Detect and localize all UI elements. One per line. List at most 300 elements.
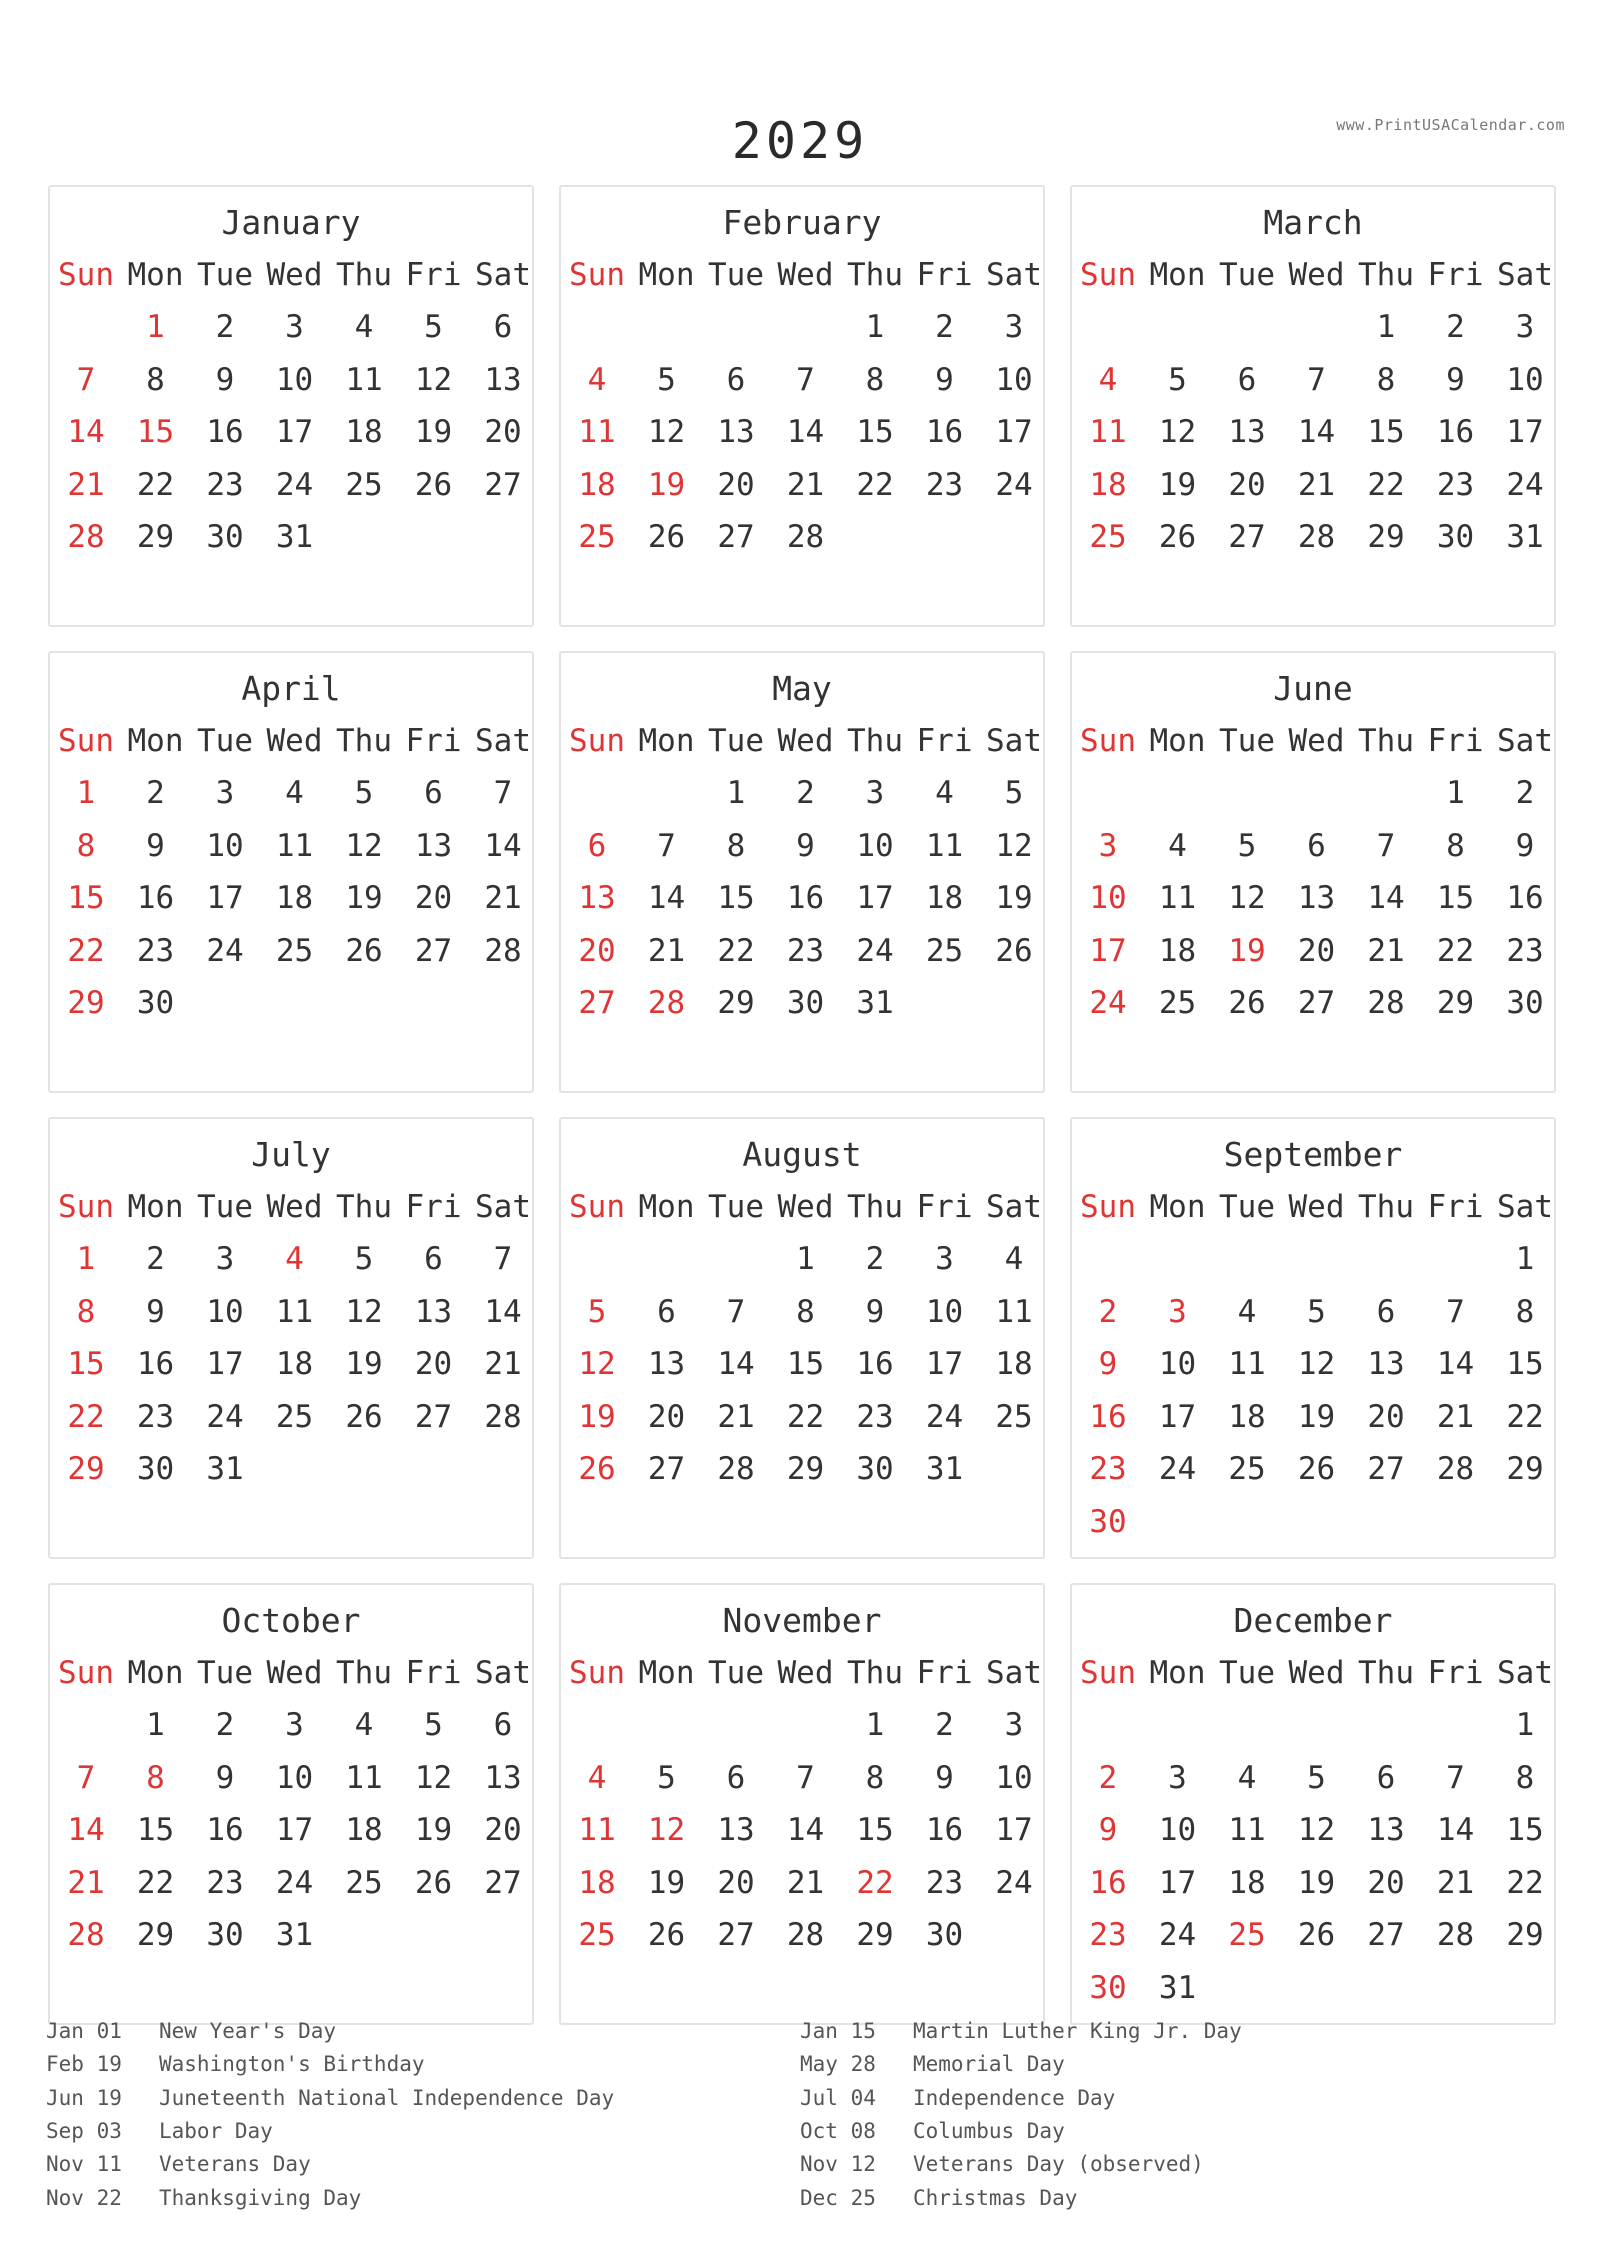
day-cell: 11 — [1158, 880, 1197, 916]
weekday-header: Mon — [127, 1189, 184, 1225]
day-cell: 14 — [67, 1812, 105, 1848]
month-name: December — [1233, 1601, 1393, 1640]
day-cell: 25 — [275, 932, 314, 969]
weekday-header: Wed — [777, 723, 834, 759]
day-cell: 22 — [1506, 1398, 1544, 1435]
day-cell: 9 — [796, 827, 815, 864]
holiday-entry — [46, 2083, 614, 2113]
day-cell: 11 — [345, 1759, 383, 1796]
day-cell: 9 — [935, 361, 954, 398]
weekday-header: Thu — [847, 723, 903, 759]
day-cell: 9 — [1515, 827, 1535, 864]
day-cell: 20 — [484, 1812, 522, 1848]
day-cell: 23 — [1506, 932, 1544, 969]
weekday-header: Sat — [986, 257, 1042, 293]
day-cell: 19 — [414, 1812, 453, 1848]
day-cell: 10 — [995, 1759, 1033, 1796]
day-cell: 13 — [1367, 1346, 1405, 1382]
weekday-header: Wed — [1288, 1189, 1345, 1225]
day-cell: 1 — [1515, 1241, 1535, 1277]
weekday-header: Fri — [1427, 257, 1484, 293]
day-cell: 3 — [215, 1241, 235, 1277]
day-cell: 11 — [275, 1293, 314, 1330]
day-cell: 5 — [1004, 775, 1024, 811]
holiday-day: 4 — [285, 1241, 304, 1277]
month-december — [1070, 1583, 1556, 2025]
day-cell: 5 — [657, 361, 676, 398]
holiday-date: Jan 01 — [46, 2019, 122, 2043]
weekday-header: Sun — [58, 723, 114, 759]
day-cell: 3 — [1004, 1707, 1024, 1743]
day-cell: 10 — [206, 1293, 244, 1330]
day-cell: 19 — [578, 1398, 616, 1435]
months-grid — [48, 185, 1556, 2023]
holiday-day: 19 — [647, 466, 686, 503]
weekday-header: Mon — [1149, 723, 1206, 759]
day-cell: 7 — [796, 361, 815, 398]
day-cell: 29 — [136, 1917, 175, 1953]
day-cell: 6 — [1376, 1759, 1396, 1796]
day-cell: 28 — [786, 519, 825, 555]
day-cell: 19 — [1297, 1864, 1336, 1901]
day-cell: 20 — [484, 414, 522, 450]
day-cell: 9 — [1098, 1346, 1118, 1382]
day-cell: 26 — [1297, 1451, 1336, 1487]
day-cell: 30 — [1436, 519, 1475, 555]
day-cell: 25 — [345, 466, 383, 503]
weekday-header: Mon — [1149, 1655, 1206, 1691]
day-cell: 27 — [414, 1398, 453, 1435]
weekday-header: Thu — [847, 257, 903, 293]
day-cell: 9 — [1098, 1812, 1118, 1848]
day-cell: 8 — [1515, 1759, 1535, 1796]
weekday-header: Sat — [986, 723, 1042, 759]
day-cell: 2 — [796, 775, 815, 811]
day-cell: 7 — [76, 1759, 96, 1796]
day-cell: 4 — [1237, 1293, 1257, 1330]
day-cell: 29 — [136, 519, 175, 555]
month-july — [48, 1117, 534, 1559]
weekday-header: Fri — [405, 1189, 462, 1225]
day-cell: 31 — [856, 985, 894, 1021]
weekday-header: Sun — [569, 723, 625, 759]
day-cell: 22 — [1367, 466, 1405, 503]
weekday-header: Sun — [569, 1655, 625, 1691]
day-cell: 10 — [206, 827, 244, 864]
day-cell: 21 — [1436, 1398, 1475, 1435]
holiday-entry — [800, 2183, 1077, 2213]
day-cell: 17 — [925, 1346, 964, 1382]
day-cell: 25 — [345, 1864, 383, 1901]
day-cell: 1 — [146, 1707, 165, 1743]
day-cell: 4 — [285, 775, 304, 811]
day-cell: 24 — [1506, 466, 1544, 503]
day-cell: 12 — [414, 361, 453, 398]
day-cell: 29 — [717, 985, 755, 1021]
day-cell: 23 — [925, 1864, 964, 1901]
day-cell: 15 — [1506, 1812, 1544, 1848]
day-cell: 18 — [578, 1864, 616, 1901]
day-cell: 30 — [925, 1917, 964, 1953]
day-cell: 8 — [726, 827, 746, 864]
day-cell: 16 — [1506, 880, 1544, 916]
day-cell: 28 — [1436, 1451, 1475, 1487]
day-cell: 14 — [484, 827, 522, 864]
day-cell: 4 — [354, 1707, 374, 1743]
day-cell: 2 — [1446, 309, 1465, 345]
day-cell: 22 — [717, 932, 755, 969]
day-cell: 14 — [67, 414, 105, 450]
day-cell: 7 — [796, 1759, 815, 1796]
month-name: April — [241, 669, 341, 708]
day-cell: 14 — [1436, 1346, 1475, 1382]
day-cell: 26 — [414, 466, 453, 503]
weekday-header: Tue — [1219, 723, 1275, 759]
day-cell: 15 — [856, 414, 894, 450]
day-cell: 12 — [1297, 1346, 1336, 1382]
day-cell: 26 — [647, 519, 686, 555]
day-cell: 20 — [414, 880, 453, 916]
holiday-day: 1 — [146, 309, 165, 345]
day-cell: 17 — [206, 880, 244, 916]
day-cell: 27 — [484, 1864, 522, 1901]
day-cell: 17 — [856, 880, 894, 916]
day-cell: 11 — [925, 827, 964, 864]
day-cell: 29 — [1506, 1451, 1544, 1487]
day-cell: 5 — [587, 1293, 607, 1330]
day-cell: 14 — [717, 1346, 755, 1382]
holiday-name: Veterans Day — [159, 2152, 311, 2177]
day-cell: 6 — [424, 775, 443, 811]
day-cell: 5 — [424, 1707, 443, 1743]
day-cell: 3 — [285, 1707, 304, 1743]
day-cell: 20 — [1367, 1398, 1405, 1435]
day-cell: 26 — [1297, 1917, 1336, 1953]
day-cell: 27 — [484, 466, 522, 503]
weekday-header: Fri — [1427, 1655, 1484, 1691]
day-cell: 17 — [995, 1812, 1033, 1848]
holiday-entry — [46, 2116, 273, 2146]
day-cell: 28 — [717, 1451, 755, 1487]
weekday-header: Sun — [1080, 723, 1136, 759]
weekday-header: Thu — [1358, 1655, 1414, 1691]
day-cell: 24 — [995, 466, 1033, 503]
holiday-day: 12 — [647, 1812, 686, 1848]
day-cell: 29 — [1436, 985, 1475, 1021]
day-cell: 6 — [1376, 1293, 1396, 1330]
month-name: September — [1223, 1135, 1403, 1174]
day-cell: 19 — [414, 414, 453, 450]
holiday-entry — [800, 2149, 1204, 2179]
day-cell: 15 — [1436, 880, 1475, 916]
day-cell: 12 — [578, 1346, 616, 1382]
weekday-header: Tue — [197, 257, 253, 293]
day-cell: 20 — [1228, 466, 1266, 503]
day-cell: 23 — [136, 932, 175, 969]
day-cell: 26 — [995, 932, 1033, 969]
day-cell: 19 — [995, 880, 1033, 916]
day-cell: 8 — [76, 827, 96, 864]
day-cell: 23 — [1089, 1451, 1127, 1487]
weekday-header: Thu — [847, 1655, 903, 1691]
month-name: October — [221, 1601, 361, 1640]
day-cell: 21 — [1297, 466, 1336, 503]
day-cell: 20 — [717, 1864, 755, 1901]
day-cell: 27 — [647, 1451, 686, 1487]
day-cell: 18 — [345, 1812, 383, 1848]
day-cell: 13 — [484, 1759, 522, 1796]
day-cell: 23 — [1089, 1917, 1127, 1953]
weekday-header: Tue — [708, 723, 764, 759]
holiday-date: Jan 15 — [800, 2019, 876, 2043]
day-cell: 29 — [67, 985, 105, 1021]
weekday-header: Wed — [266, 1655, 323, 1691]
day-cell: 7 — [726, 1293, 746, 1330]
day-cell: 23 — [206, 466, 244, 503]
holiday-date: Nov 11 — [46, 2152, 122, 2177]
weekday-header: Sun — [1080, 257, 1136, 293]
month-november — [559, 1583, 1045, 2025]
holiday-entry — [46, 2183, 361, 2213]
day-cell: 4 — [1237, 1759, 1257, 1796]
day-cell: 31 — [925, 1451, 964, 1487]
weekday-header: Mon — [638, 1655, 695, 1691]
day-cell: 20 — [1297, 932, 1336, 969]
day-cell: 2 — [215, 1707, 235, 1743]
day-cell: 31 — [206, 1451, 244, 1487]
holiday-date: Sep 03 — [46, 2118, 122, 2143]
weekday-header: Tue — [1219, 1655, 1275, 1691]
day-cell: 19 — [1297, 1398, 1336, 1435]
day-cell: 28 — [67, 519, 105, 555]
day-cell: 22 — [67, 932, 105, 969]
day-cell: 10 — [275, 1759, 314, 1796]
day-cell: 3 — [1004, 309, 1024, 345]
day-cell: 14 — [1436, 1812, 1475, 1848]
day-cell: 29 — [1367, 519, 1405, 555]
day-cell: 16 — [206, 1812, 244, 1848]
day-cell: 3 — [1515, 309, 1535, 345]
day-cell: 18 — [275, 880, 314, 916]
day-cell: 14 — [1367, 880, 1405, 916]
holiday-date: Jun 19 — [46, 2085, 122, 2110]
weekday-header: Sat — [475, 1189, 531, 1225]
day-cell: 8 — [1376, 361, 1396, 398]
day-cell: 16 — [1089, 1398, 1127, 1435]
day-cell: 6 — [493, 309, 513, 345]
day-cell: 10 — [856, 827, 894, 864]
day-cell: 23 — [206, 1864, 244, 1901]
holiday-date: Nov 12 — [800, 2152, 876, 2177]
weekday-header: Tue — [197, 1655, 253, 1691]
day-cell: 27 — [717, 1917, 755, 1953]
day-cell: 18 — [925, 880, 964, 916]
day-cell: 17 — [1158, 1864, 1197, 1901]
day-cell: 7 — [1446, 1759, 1465, 1796]
day-cell: 15 — [717, 880, 755, 916]
weekday-header: Mon — [638, 723, 695, 759]
day-cell: 12 — [414, 1759, 453, 1796]
day-cell: 24 — [206, 932, 244, 969]
day-cell: 2 — [146, 1241, 165, 1277]
month-name: November — [722, 1601, 882, 1640]
day-cell: 5 — [1307, 1759, 1326, 1796]
day-cell: 15 — [67, 1346, 105, 1382]
month-name: July — [251, 1135, 331, 1174]
day-cell: 24 — [1158, 1451, 1197, 1487]
day-cell: 13 — [647, 1346, 686, 1382]
month-may — [559, 651, 1045, 1093]
day-cell: 4 — [587, 1759, 607, 1796]
day-cell: 8 — [146, 361, 165, 398]
weekday-header: Sun — [1080, 1655, 1136, 1691]
weekday-header: Tue — [1219, 1189, 1275, 1225]
weekday-header: Sat — [475, 257, 531, 293]
day-cell: 9 — [215, 1759, 235, 1796]
month-name: February — [722, 203, 882, 242]
day-cell: 16 — [136, 880, 175, 916]
weekday-header: Wed — [266, 257, 323, 293]
day-cell: 7 — [1307, 361, 1326, 398]
day-cell: 10 — [925, 1293, 964, 1330]
holiday-date: Nov 22 — [46, 2185, 122, 2210]
weekday-header: Tue — [197, 1189, 253, 1225]
weekday-header: Mon — [1149, 1189, 1206, 1225]
holiday-entry — [46, 2049, 425, 2079]
weekday-header: Fri — [405, 723, 462, 759]
day-cell: 28 — [1297, 519, 1336, 555]
month-june — [1070, 651, 1556, 1093]
day-cell: 6 — [726, 361, 746, 398]
day-cell: 8 — [1446, 827, 1465, 864]
day-cell: 12 — [1297, 1812, 1336, 1848]
day-cell: 18 — [345, 414, 383, 450]
day-cell: 11 — [275, 827, 314, 864]
weekday-header: Fri — [916, 1189, 973, 1225]
day-cell: 30 — [1089, 1969, 1127, 2006]
holiday-day: 28 — [647, 985, 686, 1021]
day-cell: 27 — [1228, 519, 1266, 555]
weekday-header: Sun — [569, 257, 625, 293]
day-cell: 20 — [717, 466, 755, 503]
day-cell: 19 — [345, 1346, 383, 1382]
day-cell: 6 — [657, 1293, 676, 1330]
holiday-day: 15 — [136, 414, 175, 450]
day-cell: 20 — [414, 1346, 453, 1382]
holiday-date: Feb 19 — [46, 2052, 122, 2077]
weekday-header: Sun — [58, 1189, 114, 1225]
weekday-header: Thu — [336, 1655, 392, 1691]
day-cell: 10 — [995, 361, 1033, 398]
day-cell: 10 — [1158, 1812, 1197, 1848]
day-cell: 2 — [1098, 1293, 1118, 1330]
day-cell: 7 — [493, 775, 513, 811]
day-cell: 26 — [345, 1398, 383, 1435]
day-cell: 5 — [354, 1241, 374, 1277]
day-cell: 17 — [1158, 1398, 1197, 1435]
day-cell: 29 — [786, 1451, 825, 1487]
day-cell: 26 — [345, 932, 383, 969]
day-cell: 1 — [76, 775, 96, 811]
day-cell: 10 — [1506, 361, 1544, 398]
weekday-header: Sat — [475, 723, 531, 759]
day-cell: 3 — [285, 309, 304, 345]
day-cell: 5 — [657, 1759, 676, 1796]
day-cell: 14 — [647, 880, 686, 916]
day-cell: 24 — [856, 932, 894, 969]
day-cell: 9 — [146, 827, 165, 864]
month-name: June — [1273, 669, 1353, 708]
weekday-header: Sat — [1497, 723, 1553, 759]
holiday-date: May 28 — [800, 2052, 876, 2077]
day-cell: 8 — [796, 1293, 815, 1330]
month-february — [559, 185, 1045, 627]
day-cell: 13 — [1367, 1812, 1405, 1848]
holiday-name: Columbus Day — [913, 2118, 1065, 2143]
day-cell: 22 — [856, 466, 894, 503]
month-march — [1070, 185, 1556, 627]
day-cell: 3 — [1098, 827, 1118, 864]
day-cell: 13 — [484, 361, 522, 398]
day-cell: 25 — [1089, 519, 1127, 555]
holiday-name: Independence Day — [913, 2085, 1116, 2110]
day-cell: 14 — [1297, 414, 1336, 450]
holiday-entry — [800, 2116, 1065, 2146]
day-cell: 5 — [354, 775, 374, 811]
day-cell: 11 — [1228, 1346, 1266, 1382]
day-cell: 25 — [925, 932, 964, 969]
day-cell: 7 — [76, 361, 96, 398]
day-cell: 2 — [215, 309, 235, 345]
day-cell: 1 — [796, 1241, 815, 1277]
day-cell: 30 — [206, 519, 244, 555]
day-cell: 13 — [717, 414, 755, 450]
day-cell: 21 — [484, 1346, 522, 1382]
day-cell: 25 — [578, 1917, 616, 1953]
day-cell: 9 — [935, 1759, 954, 1796]
weekday-header: Mon — [638, 257, 695, 293]
day-cell: 14 — [786, 1812, 825, 1848]
day-cell: 8 — [1515, 1293, 1535, 1330]
day-cell: 26 — [647, 1917, 686, 1953]
day-cell: 13 — [414, 827, 453, 864]
day-cell: 21 — [786, 1864, 825, 1901]
day-cell: 2 — [146, 775, 165, 811]
day-cell: 18 — [1158, 932, 1197, 969]
day-cell: 26 — [414, 1864, 453, 1901]
weekday-header: Tue — [708, 1655, 764, 1691]
weekday-header: Tue — [708, 257, 764, 293]
day-cell: 21 — [1436, 1864, 1475, 1901]
holiday-day: 19 — [1228, 932, 1266, 969]
day-cell: 28 — [67, 1917, 105, 1953]
weekday-header: Mon — [638, 1189, 695, 1225]
holiday-entry — [800, 2049, 1065, 2079]
day-cell: 27 — [1367, 1451, 1405, 1487]
day-cell: 24 — [275, 1864, 314, 1901]
holiday-name: Martin Luther King Jr. Day — [913, 2019, 1242, 2043]
day-cell: 7 — [493, 1241, 513, 1277]
day-cell: 26 — [1228, 985, 1266, 1021]
day-cell: 19 — [1158, 466, 1197, 503]
day-cell: 30 — [856, 1451, 894, 1487]
day-cell: 13 — [1228, 414, 1266, 450]
day-cell: 12 — [1228, 880, 1266, 916]
day-cell: 2 — [865, 1241, 885, 1277]
weekday-header: Wed — [1288, 1655, 1345, 1691]
holiday-name: Labor Day — [159, 2118, 273, 2143]
day-cell: 10 — [275, 361, 314, 398]
